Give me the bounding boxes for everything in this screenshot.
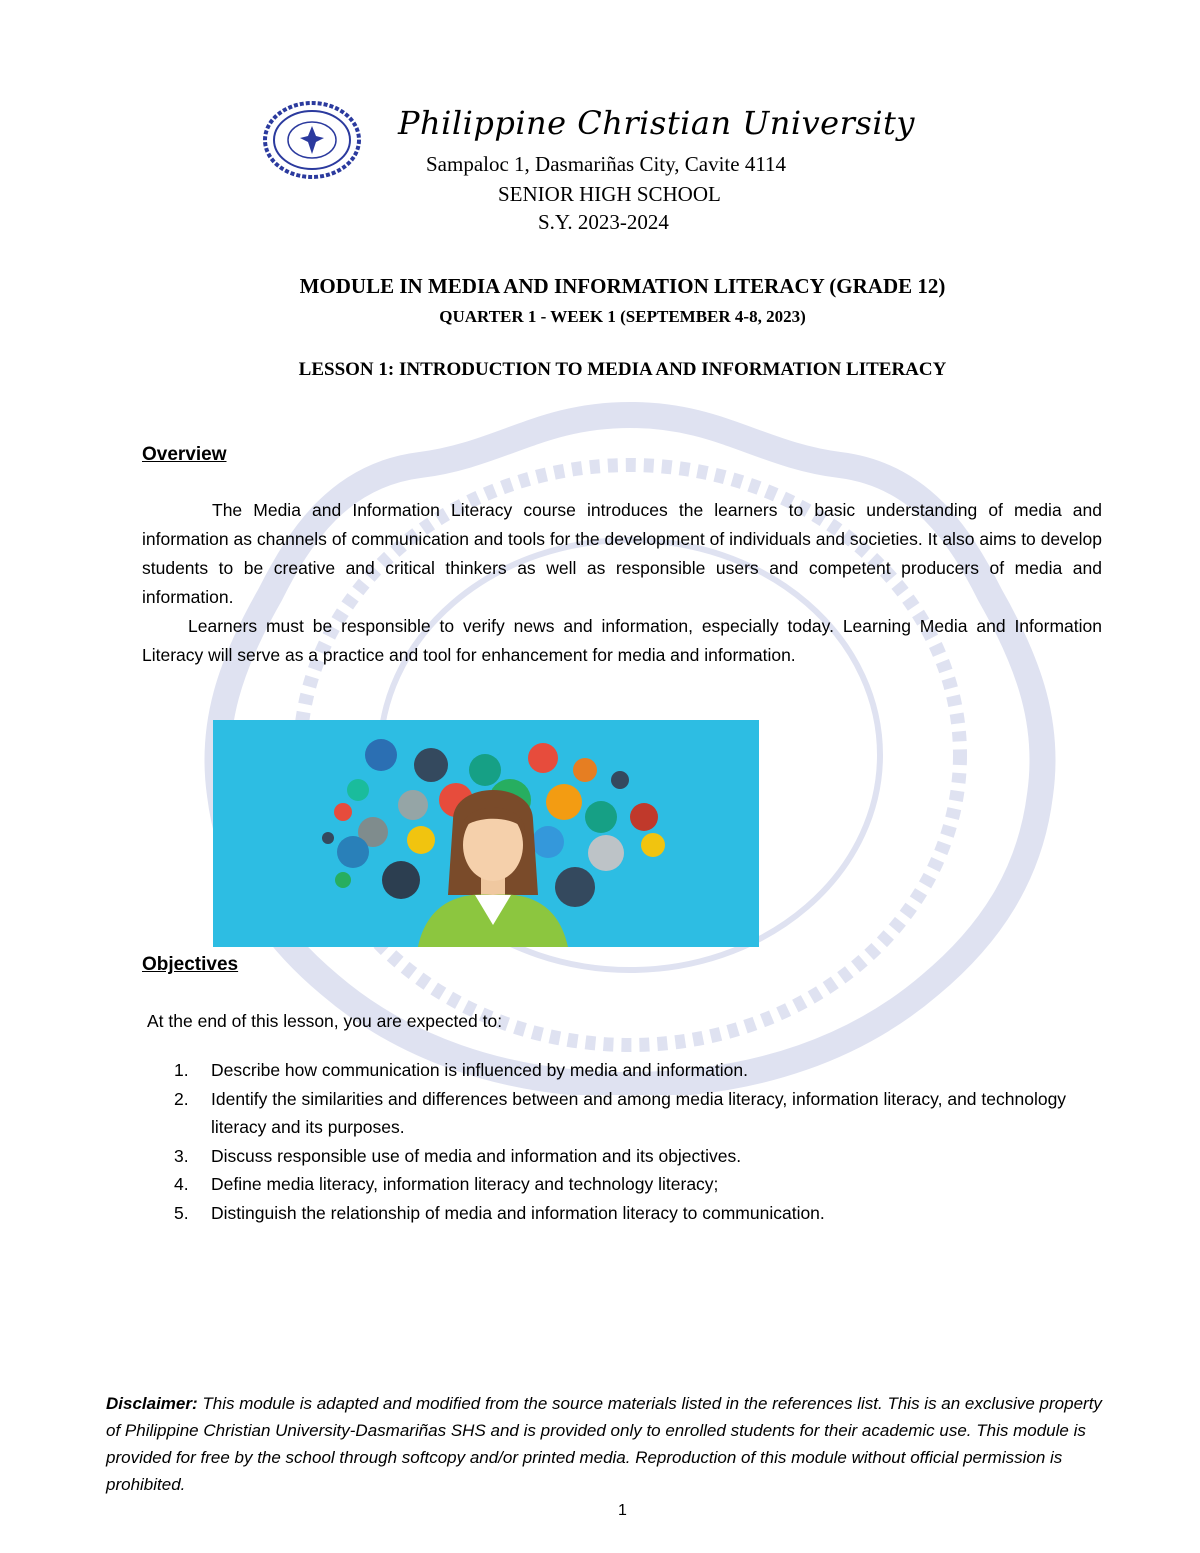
list-number: 2. — [174, 1088, 189, 1109]
list-item — [174, 1170, 1114, 1199]
lesson-title: LESSON 1: INTRODUCTION TO MEDIA AND INFORMATION LITERACY — [298, 359, 947, 380]
list-number: 3. — [174, 1145, 189, 1166]
university-name: Philippine Christian University — [398, 104, 915, 142]
school-year: S.Y. 2023-2024 — [538, 210, 669, 234]
list-text: Distinguish the relationship of media and information literacy to communication. — [211, 1202, 825, 1223]
school-name: SENIOR HIGH SCHOOL — [498, 182, 721, 206]
list-number: 1. — [174, 1060, 189, 1080]
disclaimer-text: This module is adapted and modified from the source materials listed in the references list. This is an exclusive property of Philippine Christian University-Dasmariñas SHS and is provided only to enrolled students for their academic use. This module is provided for free by the school through softcopy and/or printed media. Reproduction of this module without official permission is prohibited. — [106, 1394, 1102, 1494]
list-item — [174, 1085, 1114, 1142]
objectives-heading: Objectives — [142, 954, 239, 975]
list-text: Describe how communication is influenced by media and information. — [211, 1060, 748, 1080]
overview-heading: Overview — [142, 444, 227, 465]
list-number: 5. — [174, 1202, 189, 1223]
list-item — [174, 1199, 1114, 1228]
page-number: 1 — [618, 1502, 627, 1519]
list-number: 4. — [174, 1174, 189, 1194]
list-text: Define media literacy, information literacy and technology literacy; — [211, 1174, 719, 1194]
overview-text — [142, 496, 1102, 670]
disclaimer-label: Disclaimer: — [106, 1394, 198, 1413]
university-address: Sampaloc 1, Dasmariñas City, Cavite 4114 — [426, 152, 787, 176]
list-item — [174, 1056, 1114, 1085]
objectives-list — [174, 1056, 1114, 1227]
university-seal-logo — [262, 100, 362, 180]
disclaimer — [106, 1390, 1106, 1498]
list-item — [174, 1142, 1114, 1171]
module-title: MODULE IN MEDIA AND INFORMATION LITERACY (GRADE 12) — [299, 274, 946, 298]
overview-paragraph-1: The Media and Information Literacy course introduces the learners to basic understanding of media and information as channels of communication and tools for the development of individuals and societies. It also aims to develop students to be creative and critical thinkers as well as responsible users and competent producers of media and information. — [142, 500, 1102, 607]
quarter-week: QUARTER 1 - WEEK 1 (SEPTEMBER 4-8, 2023) — [439, 307, 806, 326]
overview-paragraph-2: Learners must be responsible to verify news and information, especially today. Learning Media and Information Literacy will serve as a practice and tool for enhancement for media and information. — [142, 616, 1102, 665]
media-illustration — [213, 720, 759, 947]
list-text: Discuss responsible use of media and information and its objectives. — [211, 1145, 742, 1166]
list-text: Identify the similarities and differences between and among media literacy, information literacy, and technology literacy and its purposes. — [211, 1088, 1067, 1137]
objectives-intro: At the end of this lesson, you are expected to: — [147, 1011, 503, 1031]
